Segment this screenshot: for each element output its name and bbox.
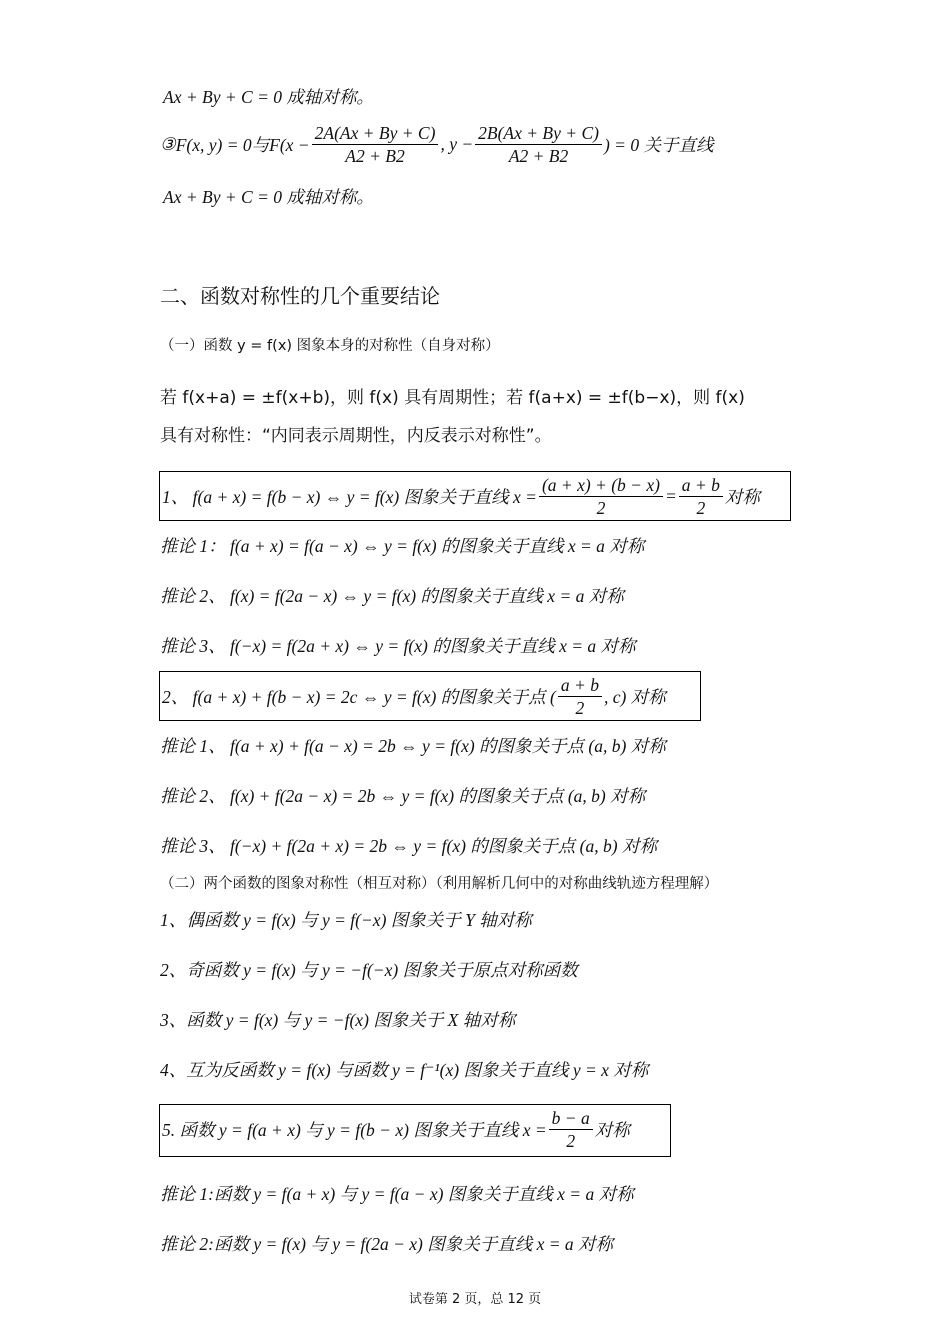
item-3-post: ) = 0 关于直线 [603,135,714,155]
theorem-1-frac2-den: 2 [696,498,706,518]
theorem-5-post: 对称 [594,1120,630,1140]
item-4: 4、互为反函数 y = f(x) 与函数 y = f⁻¹(x) 图象关于直线 y = x 对称 [160,1060,649,1080]
section-heading: 二、函数对称性的几个重要结论 [160,284,440,308]
item-3-pre: F(x, y) = 0与F(x − [175,135,310,155]
theorem-1-frac1-num: (a + x) + (b − x) [539,474,663,497]
item-3-marker: ③ [160,134,176,154]
theorem-5-frac-den: 2 [566,1131,576,1151]
corollary-2c: 推论 2:函数 y = f(x) 与 y = f(2a − x) 图象关于直线 x = a 对称 [160,1234,614,1254]
theorem-2-pre: 2、 f(a + x) + f(b − x) = 2c ⇔ y = f(x) 的图象关于点 ( [162,687,556,707]
axis-symmetry-line-3: Ax + By + C = 0 成轴对称。 [163,187,374,207]
item-3-mid: , y − [440,134,474,154]
theorem-5 [162,1107,630,1152]
theorem-1-frac1-den: 2 [596,498,606,518]
corollary-1c: 推论 1:函数 y = f(a + x) 与 y = f(a − x) 图象关于直线 x = a 对称 [160,1184,634,1204]
theorem-5-pre: 5. 函数 y = f(a + x) 与 y = f(b − x) 图象关于直线 x = [162,1120,547,1140]
theorem-2-post: , c) 对称 [603,687,666,707]
item-3-frac2-den: A2 + B2 [508,146,569,166]
item-3-frac2-num: 2B(Ax + By + C) [475,122,602,145]
periodicity-paragraph-line-2: 具有对称性：“内同表示周期性，内反表示对称性”。 [160,426,552,446]
theorem-1-eq: = [664,486,677,506]
theorem-1-fraction-1 [539,474,663,519]
page-footer: 试卷第 2 页，总 12 页 [408,1292,542,1307]
subsection-1-heading: （一）函数 y = f(x) 图象本身的对称性（自身对称） [160,338,500,354]
corollary-2a: 推论 2、 f(x) = f(2a − x) ⇔ y = f(x) 的图象关于直线 x = a 对称 [160,586,624,606]
axis-symmetry-line-1: Ax + By + C = 0 成轴对称。 [163,87,374,107]
corollary-2b: 推论 2、 f(x) + f(2a − x) = 2b ⇔ y = f(x) 的图象关于点 (a, b) 对称 [160,786,646,806]
item-3-formula [160,122,713,167]
periodicity-paragraph-line-1: 若 f(x+a) = ±f(x+b)，则 f(x) 具有周期性；若 f(a+x) = ±f(b−x)，则 f(x) [160,388,745,408]
theorem-2 [162,674,666,719]
item-3: 3、函数 y = f(x) 与 y = −f(x) 图象关于 X 轴对称 [160,1010,516,1030]
theorem-1-fraction-2 [679,474,723,519]
corollary-1b: 推论 1、 f(a + x) + f(a − x) = 2b ⇔ y = f(x) 的图象关于点 (a, b) 对称 [160,736,666,756]
item-3-fraction-1 [312,122,439,167]
item-3-frac1-den: A2 + B2 [345,146,405,166]
theorem-2-fraction [558,674,602,719]
item-2: 2、奇函数 y = f(x) 与 y = −f(−x) 图象关于原点对称函数 [160,960,578,980]
item-1: 1、偶函数 y = f(x) 与 y = f(−x) 图象关于 Y 轴对称 [160,910,532,930]
corollary-3a: 推论 3、 f(−x) = f(2a + x) ⇔ y = f(x) 的图象关于直线 x = a 对称 [160,636,636,656]
corollary-1a: 推论 1： f(a + x) = f(a − x) ⇔ y = f(x) 的图象关于直线 x = a 对称 [160,536,645,556]
item-3-fraction-2 [475,122,602,167]
theorem-1-post: 对称 [724,487,760,507]
corollary-3b: 推论 3、 f(−x) + f(2a + x) = 2b ⇔ y = f(x) 的图象关于点 (a, b) 对称 [160,836,657,856]
theorem-2-frac-den: 2 [575,698,585,718]
theorem-5-fraction [549,1107,593,1152]
subsection-2-heading: （二）两个函数的图象对称性（相互对称）（利用解析几何中的对称曲线轨迹方程理解） [160,876,719,892]
theorem-1-pre: 1、 f(a + x) = f(b − x) ⇔ y = f(x) 图象关于直线 x = [162,487,537,507]
item-3-frac1-num: 2A(Ax + By + C) [312,122,439,145]
theorem-1 [162,474,760,519]
theorem-2-frac-num: a + b [558,674,602,697]
theorem-1-frac2-num: a + b [679,474,723,497]
theorem-5-frac-num: b − a [549,1107,593,1130]
